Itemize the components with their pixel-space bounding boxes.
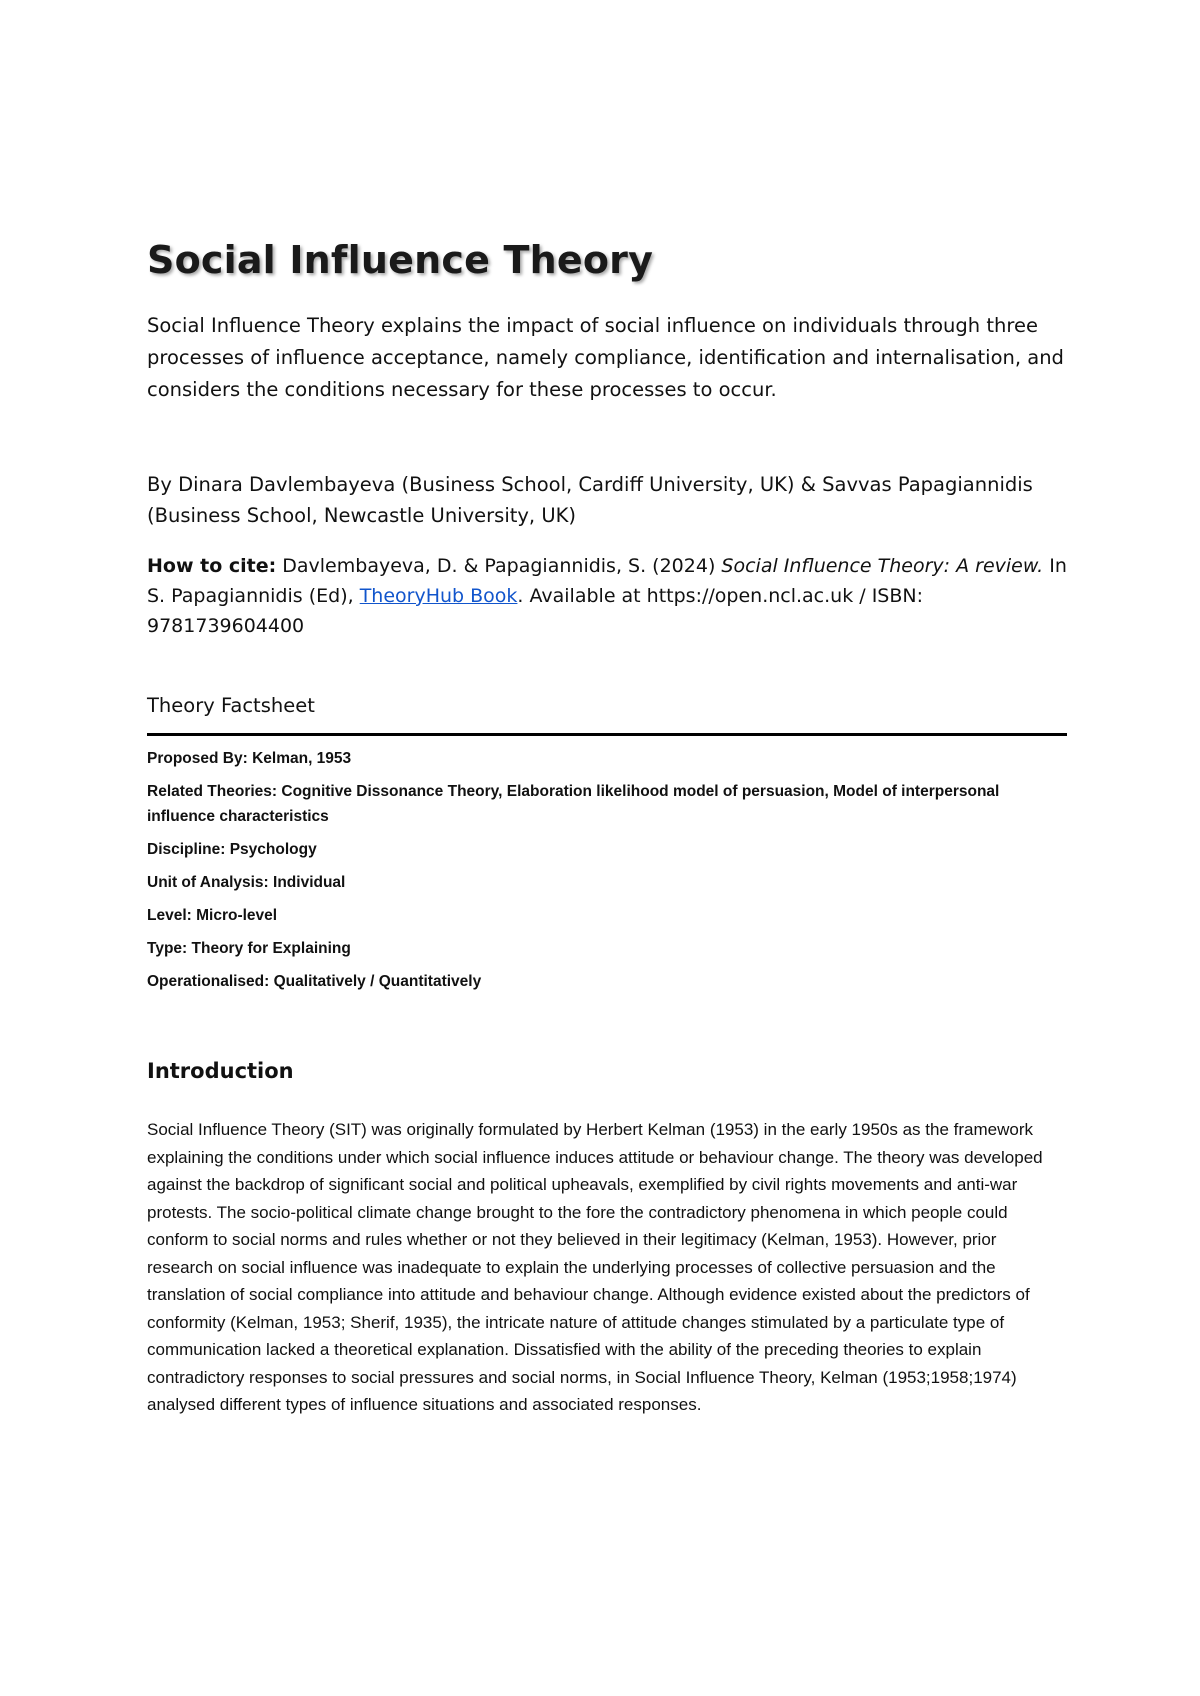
fact-proposed-by [147, 746, 1067, 771]
fact-value: Kelman, 1953 [247, 750, 352, 767]
theory-summary: Social Influence Theory explains the impact of social influence on individuals through three processes of influence acceptance, namely compliance, identification and internalisation, and considers the conditions necessary for these processes to occur. [147, 314, 1064, 401]
fact-value: Cognitive Dissonance Theory, Elaboration likelihood model of persuasion, Model of interpersonal influence characteristics [147, 783, 1000, 825]
citation-work-title: Social Influence Theory: A review. [721, 555, 1044, 577]
citation-availability: . Available at https://open.ncl.ac.uk / ISBN: 9781739604400 [147, 585, 924, 637]
fact-label: Unit of Analysis: [147, 874, 269, 891]
citation [147, 551, 1067, 641]
page-title: Social Influence Theory [147, 238, 654, 282]
fact-label: Type: [147, 940, 188, 957]
factsheet-list [147, 746, 1067, 994]
fact-unit-of-analysis [147, 870, 1067, 895]
fact-label: Operationalised: [147, 973, 270, 990]
fact-label: Related Theories: [147, 783, 278, 800]
citation-label: How to cite: [147, 555, 277, 577]
author-line: By Dinara Davlembayeva (Business School, Cardiff University, UK) & Savvas Papagiannidis (Business School, Newcastle University, UK) [147, 473, 1033, 527]
introduction-heading: Introduction [147, 1059, 294, 1083]
fact-type [147, 936, 1067, 961]
fact-value: Qualitatively / Quantitatively [269, 973, 482, 990]
fact-label: Discipline: [147, 841, 226, 858]
document-page [147, 232, 1067, 1419]
fact-related-theories [147, 779, 1067, 829]
fact-discipline [147, 837, 1067, 862]
fact-value: Micro-level [191, 907, 278, 924]
citation-editor: In S. Papagiannidis (Ed), [147, 555, 1067, 607]
fact-value: Theory for Explaining [187, 940, 351, 957]
fact-value: Individual [268, 874, 346, 891]
fact-level [147, 903, 1067, 928]
fact-operationalised [147, 969, 1067, 994]
factsheet-heading: Theory Factsheet [147, 694, 315, 717]
introduction-paragraph: Social Influence Theory (SIT) was originally formulated by Herbert Kelman (1953) in the early 1950s as the framework explaining the conditions under which social influence induces attitude or behaviour change. The theory was developed against the backdrop of significant social and political upheavals, exemplified by civil rights movements and anti-war protests. The socio-political climate change brought to the fore the contradictory phenomena in which people could conform to social norms and rules whether or not they believed in their legitimacy (Kelman, 1953). However, prior research on social influence was inadequate to explain the underlying processes of collective persuasion and the translation of social compliance into attitude and behaviour change. Although evidence existed about the predictors of conformity (Kelman, 1953; Sherif, 1935), the intricate nature of attitude changes stimulated by a particulate type of communication lacked a theoretical explanation. Dissatisfied with the ability of the preceding theories to explain contradictory responses to social pressures and social norms, in Social Influence Theory, Kelman (1953;1958;1974) analysed different types of influence situations and associated responses. [147, 1120, 1043, 1414]
citation-authors-year: Davlembayeva, D. & Papagiannidis, S. (2024) [276, 555, 722, 577]
fact-label: Proposed By: [147, 750, 248, 767]
fact-label: Level: [147, 907, 192, 924]
factsheet-divider [147, 733, 1067, 736]
fact-value: Psychology [225, 841, 317, 858]
theoryhub-book-link[interactable]: TheoryHub Book [359, 585, 518, 607]
